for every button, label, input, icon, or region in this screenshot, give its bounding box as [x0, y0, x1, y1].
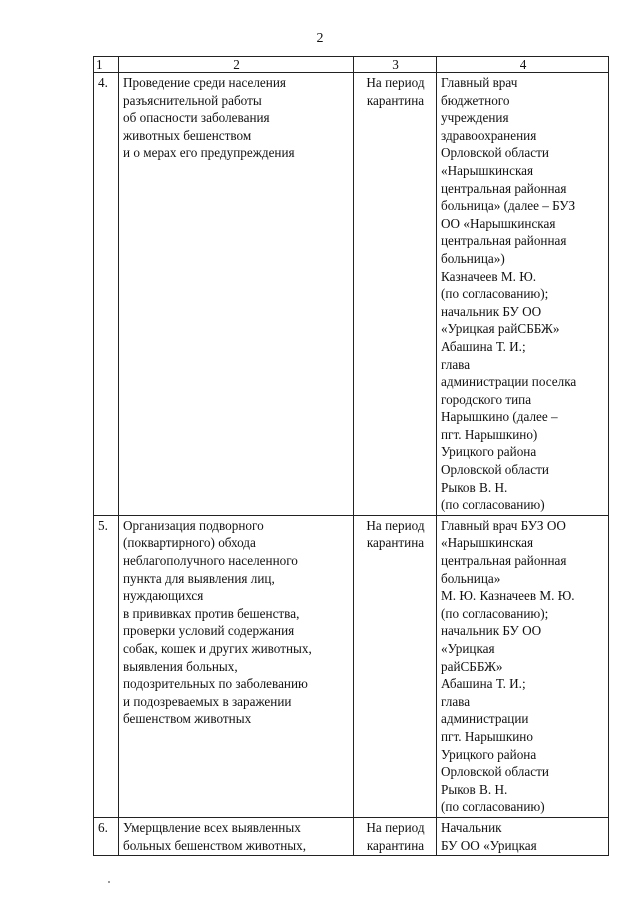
responsible-cell [437, 73, 609, 516]
measure-line: и о мерах его предупреждения [123, 145, 295, 161]
responsible-cell [437, 817, 609, 855]
table-row [94, 515, 609, 817]
responsible-line: (по согласованию); [441, 286, 549, 302]
measure-line: в прививках против бешенства, [123, 605, 300, 621]
responsible-line: начальник БУ ОО [441, 623, 542, 639]
measure-line: проверки условий содержания [123, 623, 295, 639]
measure-line: разъяснительной работы [123, 92, 262, 108]
period-line: карантина [366, 837, 425, 853]
measure-line: неблагополучного населенного [123, 553, 298, 569]
responsible-line: Рыков В. Н. [441, 781, 508, 797]
responsible-line: (по согласованию) [441, 799, 545, 815]
responsible-line: центральная районная [441, 233, 567, 249]
measure-line: Организация подворного [123, 517, 264, 533]
period-line: карантина [366, 92, 425, 108]
responsible-line: Урицкого района [441, 444, 537, 460]
responsible-line: Нарышкино (далее – [441, 409, 558, 425]
responsible-line: администрации [441, 711, 529, 727]
responsible-line: Орловской области [441, 145, 549, 161]
responsible-line: учреждения [441, 110, 509, 126]
responsible-line: администрации поселка [441, 374, 577, 390]
responsible-line: здравоохранения [441, 127, 537, 143]
period-cell [354, 73, 437, 516]
table-row [94, 73, 609, 516]
responsible-line: ОО «Нарышкинская [441, 215, 556, 231]
responsible-line: Главный врач [441, 75, 518, 90]
responsible-line: (по согласованию); [441, 605, 549, 621]
responsible-line: Орловской области [441, 764, 549, 780]
column-number-4: 4 [437, 57, 609, 73]
responsible-line: Урицкого района [441, 746, 537, 762]
responsible-line: городского типа [441, 391, 532, 407]
responsible-cell [437, 515, 609, 817]
measure-line: нуждающихся [123, 588, 204, 604]
measure-line: выявления больных, [123, 658, 238, 674]
responsible-line: «Урицкая [441, 641, 495, 656]
row-number: 5. [94, 515, 119, 817]
measure-line: подозрительных по заболеванию [123, 676, 308, 692]
responsible-line: центральная районная [441, 553, 567, 569]
responsible-line: «Урицкая райСББЖ» [441, 321, 560, 337]
responsible-line: Начальник [441, 819, 502, 835]
scan-speck [108, 881, 110, 883]
column-number-1: 1 [94, 57, 119, 73]
responsible-line: бюджетного [441, 92, 510, 108]
column-number-2: 2 [119, 57, 354, 73]
period-cell [354, 515, 437, 817]
responsible-line: Абашина Т. И.; [441, 676, 526, 692]
measure-line: больных бешенством животных, [123, 837, 307, 853]
period-line: На период [366, 75, 425, 90]
measure-line: (поквартирного) обхода [123, 535, 256, 551]
measure-line: Умерщвление всех выявленных [123, 819, 301, 835]
responsible-line: «Нарышкинская [441, 162, 534, 178]
responsible-line: М. Ю. Казначеев М. Ю. [441, 588, 575, 604]
period-cell [354, 817, 437, 855]
responsible-line: Казначеев М. Ю. [441, 268, 537, 284]
measure-line: Проведение среди населения [123, 75, 286, 90]
row-number: 6. [94, 817, 119, 855]
responsible-line: центральная районная [441, 180, 567, 196]
responsible-line: Главный врач БУЗ ОО [441, 517, 566, 533]
responsible-line: глава [441, 693, 471, 709]
measure-line: бешенством животных [123, 711, 252, 727]
column-number-3: 3 [354, 57, 437, 73]
period-line: На период [366, 517, 425, 533]
measure-line: пункта для выявления лиц, [123, 570, 275, 586]
page-number: 2 [316, 31, 324, 46]
measure-line: собак, кошек и других животных, [123, 641, 312, 656]
period-line: На период [366, 819, 425, 835]
measure-line: животных бешенством [123, 127, 252, 143]
responsible-line: (по согласованию) [441, 497, 545, 513]
responsible-line: райСББЖ» [441, 658, 503, 674]
measure-line: и подозреваемых в заражении [123, 693, 292, 709]
measure-cell [119, 73, 354, 516]
measures-table-body [94, 57, 609, 856]
responsible-line: Абашина Т. И.; [441, 338, 526, 354]
responsible-line: «Нарышкинская [441, 535, 534, 551]
measure-line: об опасности заболевания [123, 110, 270, 126]
measure-cell [119, 515, 354, 817]
measures-table [93, 56, 609, 856]
period-line: карантина [366, 535, 425, 551]
responsible-line: пгт. Нарышкино [441, 728, 533, 744]
responsible-line: БУ ОО «Урицкая [441, 837, 537, 853]
responsible-line: больница» [441, 570, 501, 586]
responsible-line: больница») [441, 250, 505, 266]
row-number: 4. [94, 73, 119, 516]
measure-cell [119, 817, 354, 855]
responsible-line: больница» (далее – БУЗ [441, 198, 576, 214]
responsible-line: глава [441, 356, 471, 372]
table-row [94, 817, 609, 855]
responsible-line: Рыков В. Н. [441, 479, 508, 495]
column-number-row [94, 57, 609, 73]
responsible-line: Орловской области [441, 462, 549, 478]
responsible-line: начальник БУ ОО [441, 303, 542, 319]
responsible-line: пгт. Нарышкино) [441, 426, 538, 442]
